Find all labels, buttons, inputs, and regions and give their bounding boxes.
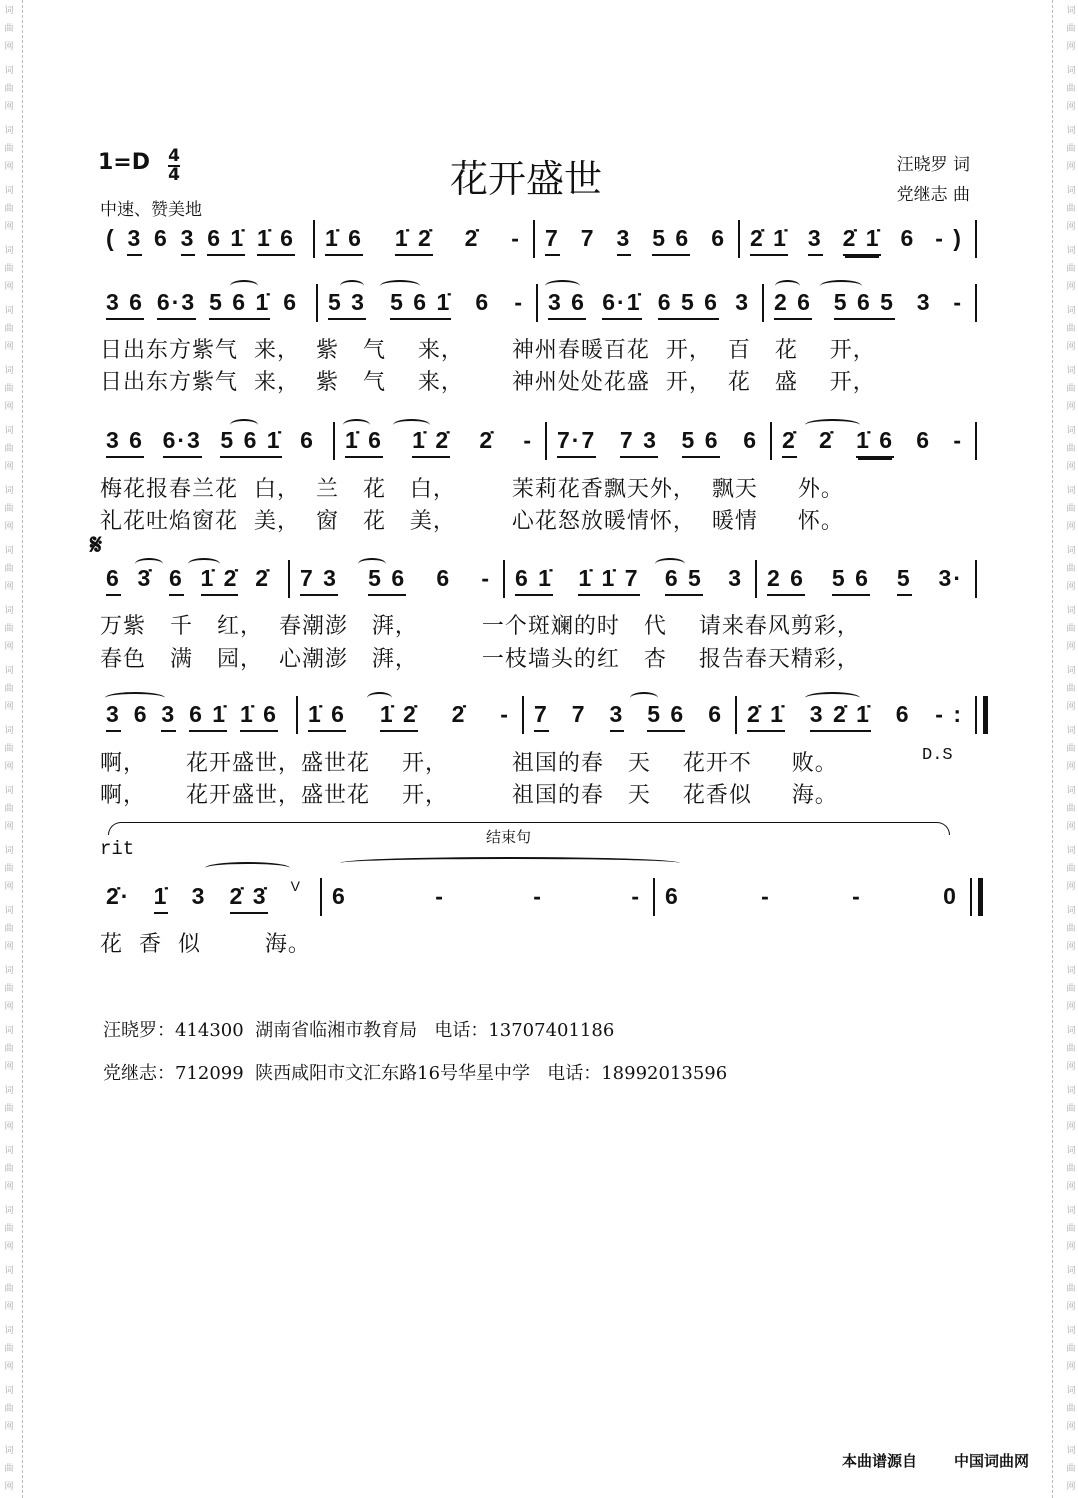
measure: [326, 882, 653, 918]
lyric-line: 日出东方紫气 来， 紫 气 来， 神州春暖百花 开， 百 花 开，: [100, 338, 876, 363]
barline: [975, 422, 977, 460]
barline: [320, 878, 322, 916]
barline: [288, 560, 290, 598]
barline: [975, 220, 977, 258]
note-group: 6: [665, 883, 680, 909]
note-group: 6: [133, 701, 149, 727]
barline: [653, 878, 655, 916]
note-group: 3: [808, 224, 823, 256]
measure: [100, 288, 310, 324]
watermark-text: 词曲网: [4, 666, 14, 712]
note-group: -: [500, 701, 510, 727]
measure: [100, 426, 327, 462]
note-group: -: [481, 565, 491, 591]
watermark-text: 词曲网: [1066, 906, 1076, 952]
slur-mark: [393, 419, 430, 431]
slur-mark: [230, 419, 258, 431]
note-group: -: [953, 427, 963, 453]
note-group: 6: [283, 289, 298, 315]
note-group: 7: [545, 224, 560, 256]
note-group: -: [533, 883, 543, 909]
note-group: 3 6: [106, 426, 144, 458]
score-row: [0, 564, 1074, 604]
slur-mark: [340, 280, 364, 292]
note-group: - :: [935, 701, 963, 727]
slur-mark: [358, 558, 386, 570]
score-row: [0, 288, 1074, 328]
song-title: 花开盛世: [450, 157, 603, 201]
slur-mark: [805, 692, 860, 704]
note-group: 6 1̇: [189, 700, 227, 732]
watermark-text: 词曲网: [1066, 1326, 1076, 1372]
note-group: 6: [743, 427, 758, 453]
dal-segno-mark: D.S: [922, 746, 953, 765]
note-group: 6: [154, 225, 169, 251]
measure: [339, 426, 545, 462]
note-group: 6: [300, 427, 315, 453]
note-group: 6: [475, 289, 491, 315]
measure: [294, 564, 503, 600]
watermark-text: 词曲网: [4, 546, 14, 592]
note-group: 6 5: [665, 564, 703, 596]
lyric-line: 日出东方紫气 来， 紫 气 来， 神州处处花盛 开， 花 盛 开，: [100, 370, 876, 395]
watermark-text: 词曲网: [1066, 1146, 1076, 1192]
note-group: 5 6: [682, 426, 720, 458]
watermark-text: 词曲网: [4, 186, 14, 232]
watermark-text: 词曲网: [4, 786, 14, 832]
slur-mark: [655, 558, 685, 570]
watermark-text: 词曲网: [1066, 1086, 1076, 1132]
note-group: 3: [161, 700, 176, 732]
slur-mark: [820, 280, 862, 292]
watermark-text: 词曲网: [1066, 486, 1076, 532]
note-group: 3: [728, 565, 743, 591]
lyric-line: 梅花报春兰花 白， 兰 花 白， 茉莉花香飘天外， 飘天 外。: [100, 477, 844, 502]
note-group: 1̇: [154, 882, 169, 914]
note-group: 1̇ 6: [257, 224, 295, 256]
composer: 党继志 曲: [896, 185, 970, 205]
watermark-text: 词曲网: [4, 426, 14, 472]
measure: [741, 700, 975, 736]
watermark-text: 词曲网: [1066, 666, 1076, 712]
watermark-text: 词曲网: [1066, 1026, 1076, 1072]
note-group: 3: [610, 700, 625, 732]
segno-sign: 𝄋: [90, 528, 103, 561]
note-group: 2̇: [255, 565, 270, 591]
note-group: 6·3: [157, 288, 196, 320]
footer-source: 本曲谱源自: [842, 1452, 918, 1470]
note-group: 6: [711, 225, 726, 251]
watermark-text: 词曲网: [1066, 1266, 1076, 1312]
lyric-line: 礼花吐焰窗花 美， 窗 花 美， 心花怒放暖情怀， 暖情 怀。: [100, 509, 844, 534]
lyricist-contact: 汪晓罗：414300 湖南省临湘市教育局 电话：13707401186: [103, 1020, 615, 1041]
note-group: 1̇ 6: [856, 426, 894, 458]
watermark-text: 词曲网: [1066, 546, 1076, 592]
measure: [542, 288, 762, 324]
watermark-text: 词曲网: [1066, 186, 1076, 232]
watermark-text: 词曲网: [1066, 126, 1076, 172]
note-group: 2̇ 1̇: [750, 224, 788, 256]
note-group: 3 6: [106, 288, 144, 320]
note-group: 3: [127, 224, 142, 256]
score-row: [0, 700, 1074, 740]
lyric-line: 春色 满 园， 心潮澎 湃， 一枝墙头的红 杏 报告春天精彩，: [100, 647, 860, 672]
watermark-text: 词曲网: [4, 486, 14, 532]
note-group: 6: [332, 883, 347, 909]
final-barline: [975, 696, 977, 734]
watermark-text: 词曲网: [1066, 846, 1076, 892]
watermark-text: 词曲网: [4, 6, 14, 52]
note-group: -: [511, 225, 521, 251]
lyric-line: 万紫 千 红， 春潮澎 湃， 一个斑斓的时 代 请来春风剪彩，: [100, 614, 860, 639]
score-row: [0, 426, 1074, 466]
note-group: 1̇ 2̇: [380, 700, 418, 732]
note-group: 7: [534, 700, 549, 732]
watermark-text: 词曲网: [1066, 66, 1076, 112]
measure: [302, 700, 522, 736]
lyricist: 汪晓罗 词: [896, 155, 970, 175]
barline: [296, 696, 298, 734]
final-barline: [970, 878, 972, 916]
note-group: -: [761, 883, 771, 909]
barline: [738, 220, 740, 258]
note-group: 2 6: [767, 564, 805, 596]
watermark-text: 词曲网: [4, 1026, 14, 1072]
note-group: 7 3: [300, 564, 338, 596]
watermark-text: 词曲网: [1066, 726, 1076, 772]
note-group: V: [290, 878, 302, 894]
watermark-text: 词曲网: [4, 906, 14, 952]
watermark-text: 词曲网: [4, 246, 14, 292]
note-group: 6: [436, 565, 452, 591]
barline: [533, 220, 535, 258]
slur-mark: [188, 558, 220, 570]
watermark-text: 词曲网: [4, 606, 14, 652]
watermark-text: 词曲网: [1066, 426, 1076, 472]
score-row: [0, 224, 1074, 264]
watermark-text: 词曲网: [4, 1146, 14, 1192]
slur-mark: [805, 419, 860, 431]
note-group: (: [106, 225, 116, 251]
measure: [776, 426, 975, 462]
measure: [744, 224, 975, 260]
note-group: 3: [191, 883, 207, 909]
composer-contact: 党继志：712099 陕西咸阳市文汇东路16号华星中学 电话：18992013596: [103, 1063, 728, 1084]
barline: [975, 284, 977, 322]
note-group: 6·3: [163, 426, 202, 458]
slur-mark: [380, 280, 420, 292]
note-group: 2̇ 3̇: [230, 882, 268, 914]
key-signature: 1=D: [98, 150, 151, 175]
note-group: 6 1̇: [207, 224, 245, 256]
note-group: 6 1̇: [515, 564, 553, 596]
watermark-text: 词曲网: [1066, 366, 1076, 412]
slur-mark: [775, 280, 800, 292]
measure: [100, 878, 314, 918]
lyric-line: 啊， 花开盛世，盛世花 开， 祖国的春 天 花开不 败。: [100, 751, 838, 776]
note-group: 5 6: [832, 564, 870, 596]
note-group: 2 6: [774, 288, 812, 320]
note-group: 6·1̇: [602, 288, 641, 320]
meter-top: 4: [168, 146, 180, 166]
note-group: 2̇ 1̇: [843, 224, 881, 256]
watermark-text: 词曲网: [1066, 1206, 1076, 1252]
note-group: 1̇ 6: [308, 700, 346, 732]
note-group: 7 3: [620, 426, 658, 458]
note-group: 6: [900, 225, 916, 251]
note-group: 1̇ 2̇: [412, 426, 450, 458]
slur-mark: [343, 419, 370, 431]
note-group: 2̇: [464, 225, 480, 251]
note-group: 5 3: [328, 288, 366, 320]
note-group: 0: [943, 883, 958, 909]
note-group: 6: [708, 701, 723, 727]
barline: [755, 560, 757, 598]
note-group: 5 6: [652, 224, 690, 256]
note-group: 2̇: [819, 427, 834, 453]
note-group: -: [523, 427, 533, 453]
note-group: 6 5 6: [658, 288, 719, 320]
barline: [333, 422, 335, 460]
ending-label: 结束句: [486, 828, 532, 846]
watermark-text: 词曲网: [4, 1086, 14, 1132]
note-group: 7: [580, 225, 596, 251]
note-group: 3 6: [548, 288, 586, 320]
note-group: 3: [916, 289, 932, 315]
note-group: 1̇ 6: [325, 224, 363, 256]
note-group: 5 6 1̇: [209, 288, 270, 320]
note-group: 5 6: [368, 564, 406, 596]
watermark-text: 词曲网: [4, 126, 14, 172]
watermark-text: 词曲网: [4, 726, 14, 772]
watermark-text: 词曲网: [4, 1326, 14, 1372]
watermark-text: 词曲网: [4, 306, 14, 352]
note-group: 1̇ 2̇: [201, 564, 239, 596]
watermark-text: 词曲网: [4, 1266, 14, 1312]
slur-mark: [230, 280, 258, 292]
note-group: - ): [935, 225, 963, 251]
note-group: 1̇ 6: [240, 700, 278, 732]
note-group: 2̇: [451, 701, 467, 727]
lyric-line: 啊， 花开盛世，盛世花 开， 祖国的春 天 花香似 海。: [100, 783, 838, 808]
measure: [551, 426, 770, 462]
note-group: 6: [169, 564, 184, 596]
note-group: 2̇·: [106, 883, 131, 909]
barline: [975, 560, 977, 598]
note-group: -: [435, 883, 445, 909]
measure: [768, 288, 975, 324]
note-group: 5: [897, 564, 912, 596]
slur-mark: [205, 862, 290, 874]
watermark-text: 词曲网: [1066, 606, 1076, 652]
note-group: 7·7: [557, 426, 596, 458]
note-group: 1̇ 1̇ 7: [578, 564, 639, 596]
ending-bracket: [108, 822, 950, 835]
watermark-text: 词曲网: [1066, 246, 1076, 292]
watermark-text: 词曲网: [4, 1206, 14, 1252]
barline: [762, 284, 764, 322]
watermark-text: 词曲网: [1066, 6, 1076, 52]
measure: [539, 224, 738, 260]
note-group: 2̇: [782, 426, 797, 458]
measure: [322, 288, 536, 324]
slur-mark: [105, 692, 165, 704]
watermark-text: 词曲网: [4, 366, 14, 412]
watermark-text: 词曲网: [4, 66, 14, 112]
watermark-text: 词曲网: [4, 966, 14, 1012]
note-group: 6: [895, 701, 911, 727]
ritardando-mark: rit: [100, 838, 135, 860]
note-group: 3 2̇ 1̇: [810, 700, 871, 732]
barline: [316, 284, 318, 322]
slur-mark: [630, 692, 658, 704]
note-group: 5 6 1̇: [220, 426, 281, 458]
score-row: [0, 878, 1074, 922]
watermark-text: 词曲网: [4, 1386, 14, 1432]
note-group: -: [953, 289, 963, 315]
measure: [100, 224, 307, 260]
barline: [522, 696, 524, 734]
note-group: 6: [106, 564, 121, 596]
note-group: 3·: [938, 565, 963, 591]
measure: [509, 564, 755, 600]
note-group: -: [852, 883, 862, 909]
watermark-text: 词曲网: [1066, 1386, 1076, 1432]
watermark-text: 词曲网: [1066, 966, 1076, 1012]
barline: [313, 220, 315, 258]
note-group: 5 6 1̇: [390, 288, 451, 320]
barline: [735, 696, 737, 734]
tempo-marking: 中速、赞美地: [100, 200, 202, 220]
measure: [528, 700, 735, 736]
watermark-text: 词曲网: [1066, 1446, 1076, 1492]
note-group: 7: [571, 701, 587, 727]
note-group: 5 6 5: [834, 288, 895, 320]
slur-mark: [545, 280, 580, 292]
watermark-text: 词曲网: [4, 1446, 14, 1492]
watermark-text: 词曲网: [1066, 306, 1076, 352]
watermark-text: 词曲网: [1066, 786, 1076, 832]
slur-mark: [367, 692, 392, 704]
lyric-line: 花 香 似 海。: [100, 932, 311, 957]
barline: [770, 422, 772, 460]
time-signature: [168, 148, 180, 184]
note-group: 3: [617, 224, 632, 256]
note-group: 6: [916, 427, 932, 453]
meter-bottom: 4: [168, 165, 180, 185]
measure: [100, 700, 290, 736]
note-group: -: [631, 883, 641, 909]
note-group: 1̇ 2̇: [395, 224, 433, 256]
barline: [545, 422, 547, 460]
measure: [761, 564, 975, 600]
note-group: 3: [735, 289, 750, 315]
note-group: -: [514, 289, 524, 315]
note-group: 5 6: [647, 700, 685, 732]
note-group: 1̇ 6: [345, 426, 383, 458]
measure: [659, 882, 970, 918]
footer-site[interactable]: 中国词曲网: [954, 1452, 1030, 1470]
note-group: 3: [181, 224, 196, 256]
barline: [503, 560, 505, 598]
slur-mark: [135, 558, 163, 570]
barline: [536, 284, 538, 322]
watermark-text: 词曲网: [4, 846, 14, 892]
note-group: 3: [106, 700, 121, 732]
measure: [319, 224, 533, 260]
slur-mark: [340, 857, 680, 869]
note-group: 3̇: [137, 565, 153, 591]
note-group: 2̇: [479, 427, 495, 453]
note-group: 2̇ 1̇: [747, 700, 785, 732]
